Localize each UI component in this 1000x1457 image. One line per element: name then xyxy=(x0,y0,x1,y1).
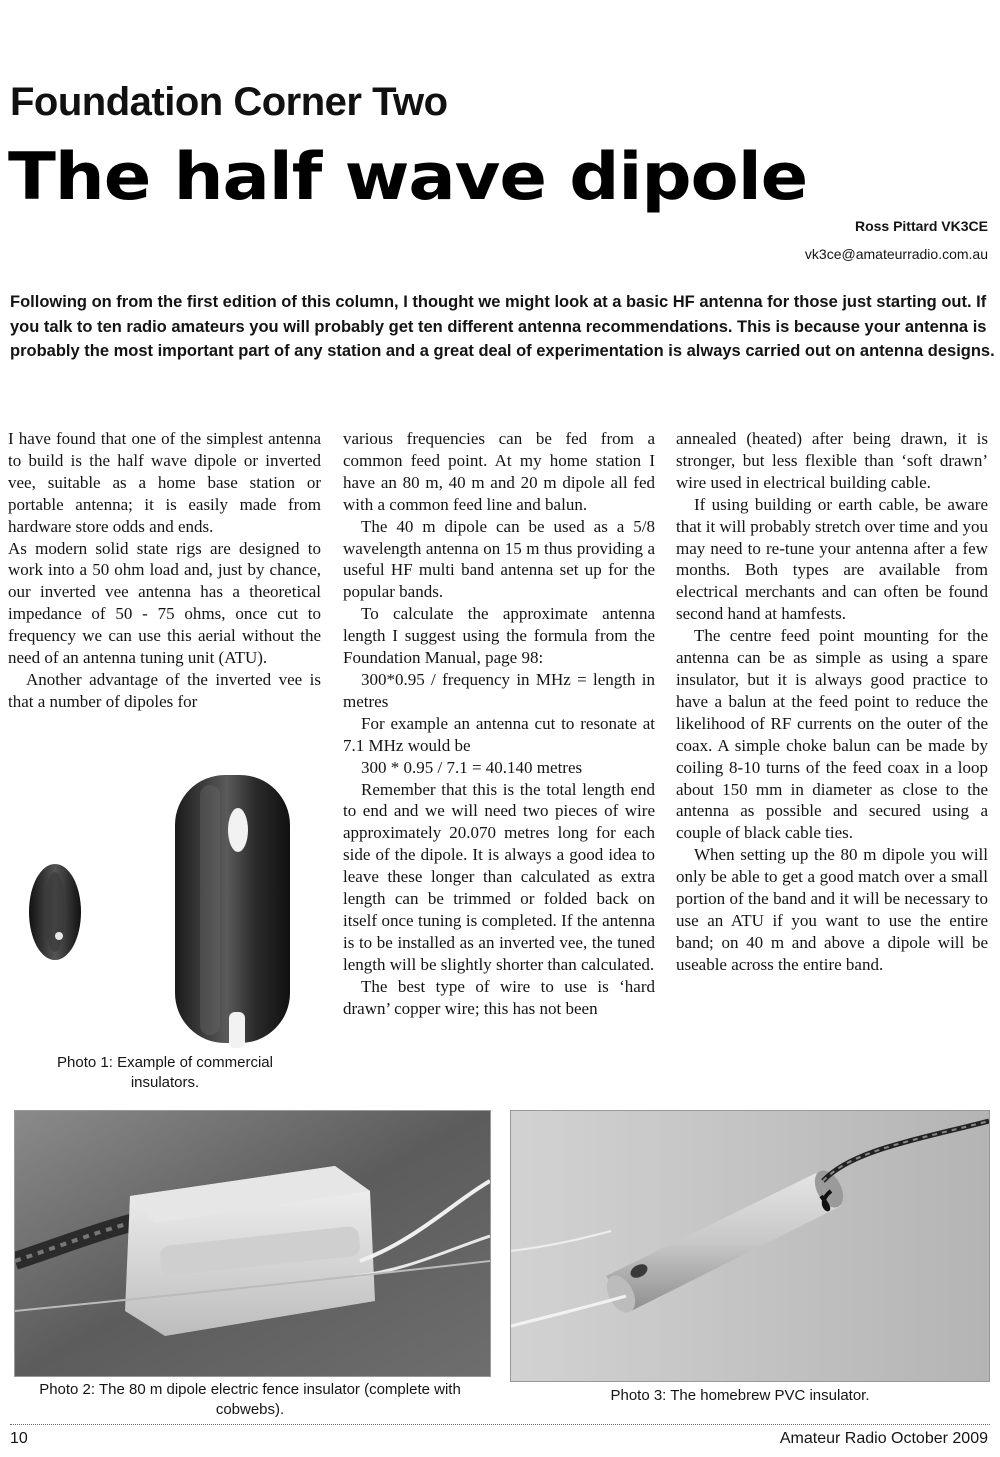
paragraph: The best type of wire to use is ‘hard drawn’ copper wire; this has not been xyxy=(343,976,655,1018)
paragraph: I have found that one of the simplest antenna to build is the half wave dipole or inverted vee, suitable as a home base station or portable antenna; it is easily made from hardware store odds and ends. xyxy=(8,429,321,536)
paragraph: annealed (heated) after being drawn, it is stronger, but less flexible than ‘soft drawn’ wire used in electrical building cable. xyxy=(676,429,988,492)
magazine-issue: Amateur Radio October 2009 xyxy=(779,1430,988,1447)
paragraph: The centre feed point mounting for the antenna can be as simple as using a spare insulator, but it is always good practice to have a balun at the feed point to reduce the likelihood of RF currents on the outer of the coax. A simple choke balun can be made by coiling 8-10 turns of the feed coax in a loop about 150 mm in diameter as close to the antenna as possible and secured using a couple of black cable ties. xyxy=(676,626,988,843)
paragraph: various frequencies can be fed from a common feed point. At my home station I have an 80 m, 40 m and 20 m dipole all fed with a common feed line and balun. xyxy=(343,429,655,514)
series-title: Foundation Corner Two xyxy=(10,80,448,124)
caption-photo-2: Photo 2: The 80 m dipole electric fence insulator (complete with cobwebs). xyxy=(39,1381,461,1418)
page-number: 10 xyxy=(10,1430,28,1447)
pvc-insulator-illustration xyxy=(511,1111,989,1381)
paragraph: If using building or earth cable, be aware that it will probably stretch over time and you may need to re-tune your antenna after a few months. Both types are available from electrical merchants and can often be found second hand at hamfests. xyxy=(676,494,988,624)
footer-rule xyxy=(10,1424,990,1425)
photo-commercial-insulators xyxy=(15,760,315,1048)
paragraph: The 40 m dipole can be used as a 5/8 wavelength antenna on 15 m thus providing a useful HF multi band antenna set up for the popular bands. xyxy=(343,516,655,602)
column-1 xyxy=(8,428,321,713)
column-2 xyxy=(343,428,655,1019)
article-title: The half wave dipole xyxy=(8,140,808,215)
paragraph: Another advantage of the inverted vee is that a number of dipoles for xyxy=(8,669,321,711)
paragraph: As modern solid state rigs are designed to work into a 50 ohm load and, just by chance, our inverted vee antenna has a theoretical impedance of 50 - 75 ohms, once cut to frequency we can use this aerial without the need of an antenna tuning unit (ATU). xyxy=(8,538,321,668)
standfirst: Following on from the first edition of this column, I thought we might look at a basic HF antenna for those just starting out. If you talk to ten radio amateurs you will probably get ten different antenna recommendations. This is because your antenna is probably the most important part of any station and a great deal of experimentation is always carried out on antenna designs. xyxy=(10,293,995,360)
paragraph: When setting up the 80 m dipole you will only be able to get a good match over a small portion of the band and it will be necessary to use an ATU if you want to use the entire band; on 40 m and above a dipole will be useable across the entire band. xyxy=(676,845,988,974)
column-3 xyxy=(676,428,988,976)
author-email[interactable]: vk3ce@amateurradio.com.au xyxy=(804,246,988,262)
caption-photo-1: Photo 1: Example of commercial insulators. xyxy=(57,1054,273,1091)
photo-pvc-insulator xyxy=(510,1110,990,1382)
fence-insulator-illustration xyxy=(15,1111,490,1376)
caption-photo-3: Photo 3: The homebrew PVC insulator. xyxy=(610,1387,870,1404)
formula: 300*0.95 / frequency in MHz = length in metres xyxy=(343,669,655,711)
formula: 300 * 0.95 / 7.1 = 40.140 metres xyxy=(361,757,583,777)
insulators-illustration xyxy=(15,760,315,1048)
photo-fence-insulator xyxy=(14,1110,491,1377)
author-name: Ross Pittard VK3CE xyxy=(854,218,988,234)
paragraph: Remember that this is the total length end to end and we will need two pieces of wire approximately 20.070 metres long for each side of the dipole. It is always a good idea to leave these longer than calculated as extra length can be trimmed or folded back on itself once tuning is completed. If the antenna is to be installed as an inverted vee, the tuned length will be slightly shorter than calculated. xyxy=(343,779,655,974)
paragraph: For example an antenna cut to resonate at 7.1 MHz would be xyxy=(343,713,655,755)
paragraph: To calculate the approximate antenna length I suggest using the formula from the Foundation Manual, page 98: xyxy=(343,604,655,668)
